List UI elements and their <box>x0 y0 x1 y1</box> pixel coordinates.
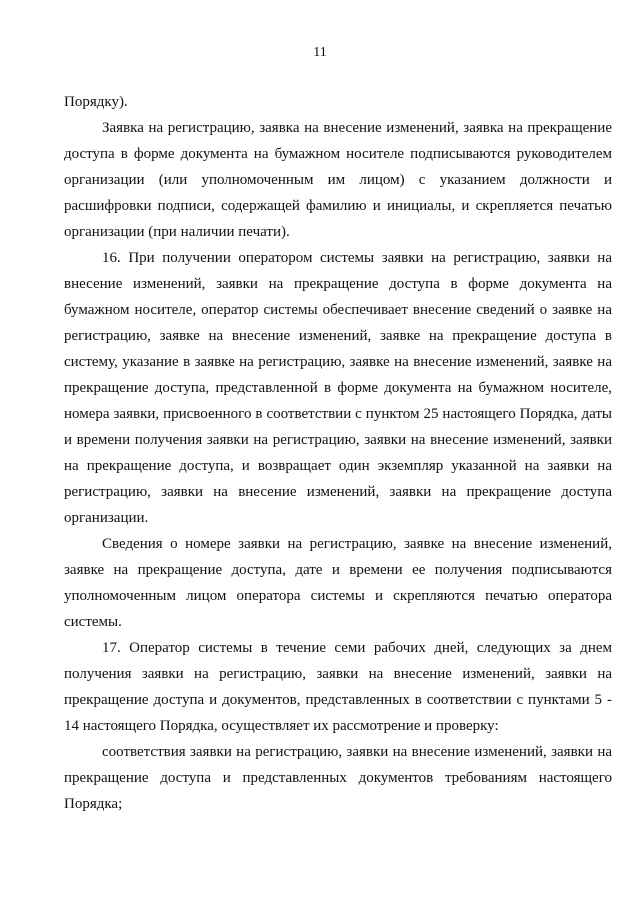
paragraph-application-info: Сведения о номере заявки на регистрацию, заявке на внесение изменений, заявке на прекращение доступа, дате и времени ее получения подписываются уполномоченным лицом оператора системы и скрепляются печатью оператора системы. <box>64 536 612 630</box>
paragraph-item-17: 17. Оператор системы в течение семи рабочих дней, следующих за днем получения заявки на регистрацию, заявки на внесение изменений, заявки на прекращение доступа и документов, представленных в соответствии с пунктами 5 - 14 настоящего Порядка, осуществляет их рассмотрение и проверку: <box>64 640 612 734</box>
page-number: 11 <box>313 45 327 60</box>
paragraph-compliance-check: соответствия заявки на регистрацию, заявки на внесение изменений, заявки на прекращение доступа и представленных документов требованиям настоящего Порядка; <box>64 744 612 812</box>
document-body <box>64 89 612 817</box>
paragraph-signing-requirements: Заявка на регистрацию, заявка на внесение изменений, заявка на прекращение доступа в форме документа на бумажном носителе подписываются руководителем организации (или уполномоченным им лицом) с указанием должности и расшифровки подписи, содержащей фамилию и инициалы, и скрепляется печатью организации (при наличии печати). <box>64 120 612 240</box>
paragraph-continuation: Порядку). <box>64 94 128 110</box>
paragraph-item-16: 16. При получении оператором системы заявки на регистрацию, заявки на внесение изменений, заявки на прекращение доступа в форме документа на бумажном носителе, оператор системы обеспечивает внесение сведений о заявке на регистрацию, заявке на внесение изменений, заявке на прекращение доступа в систему, указание в заявке на регистрацию, заявке на внесение изменений, заявке на прекращение доступа, представленной в форме документа на бумажном носителе, номера заявки, присвоенного в соответствии с пунктом 25 настоящего Порядка, даты и времени получения заявки на регистрацию, заявки на внесение изменений, заявки на прекращение доступа, и возвращает один экземпляр указанной на заявки на регистрацию, заявки на внесение изменений, заявки на прекращение доступа организации. <box>64 250 612 526</box>
